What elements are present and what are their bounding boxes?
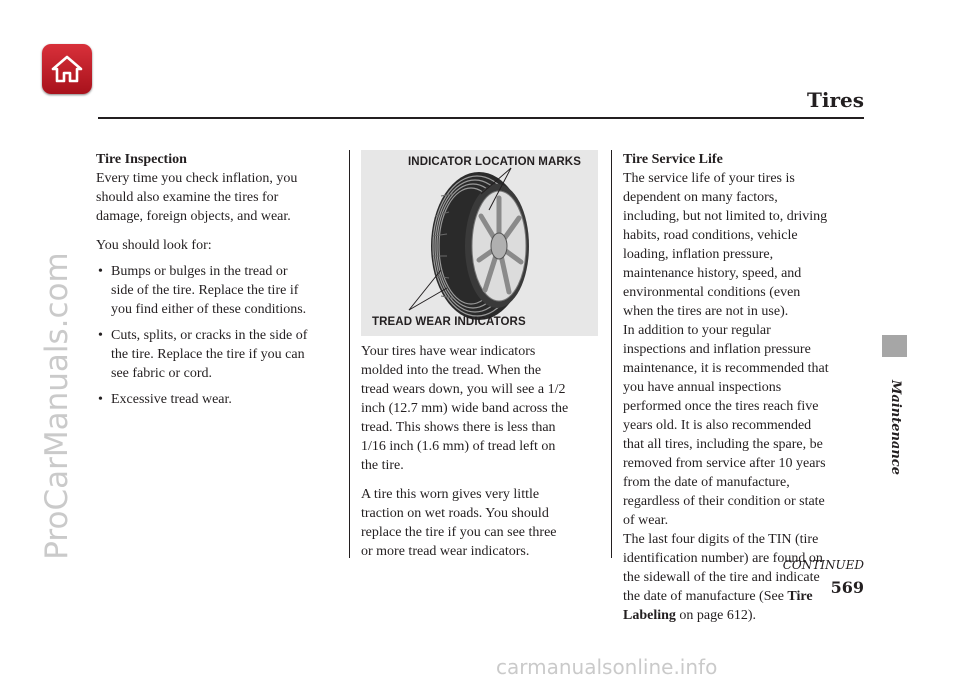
text-line: molded into the tread. When the <box>361 363 542 378</box>
section-tab-label: Maintenance <box>888 380 903 475</box>
continued-label: CONTINUED <box>782 558 864 572</box>
paragraph <box>623 321 868 530</box>
text-line: inspections and inflation pressure <box>623 342 811 357</box>
text-line: regardless of their condition or state <box>623 494 825 509</box>
home-button[interactable] <box>42 44 92 94</box>
figure-label-top: INDICATOR LOCATION MARKS <box>408 156 581 168</box>
text-line: traction on wet roads. You should <box>361 506 549 521</box>
header-rule <box>98 117 864 119</box>
text-line: inch (12.7 mm) wide band across the <box>361 401 569 416</box>
text-line: In addition to your regular <box>623 323 771 338</box>
home-icon <box>50 54 84 84</box>
text-line: the sidewall of the tire and indicate <box>623 570 820 585</box>
bullet-icon: • <box>98 328 103 343</box>
paragraph <box>623 169 868 321</box>
text-line: that all tires, including the spare, be <box>623 437 823 452</box>
text-line: you have annual inspections <box>623 380 782 395</box>
text-line: Every time you check inflation, you <box>96 171 298 186</box>
column-tire-inspection <box>96 150 346 409</box>
text-line: loading, inflation pressure, <box>623 247 774 262</box>
page-number: 569 <box>830 578 864 597</box>
text-line: see fabric or cord. <box>111 366 213 381</box>
text-line: The last four digits of the TIN (tire <box>623 532 819 547</box>
section-heading: Tire Inspection <box>96 152 187 167</box>
text-line: should also examine the tires for <box>96 190 279 205</box>
text-line: Excessive tread wear. <box>111 392 232 407</box>
text-line: removed from service after 10 years <box>623 456 826 471</box>
section-tab-marker[interactable] <box>882 335 907 357</box>
text-line: The service life of your tires is <box>623 171 795 186</box>
text-line: side of the tire. Replace the tire if <box>111 283 299 298</box>
text-line: habits, road conditions, vehicle <box>623 228 798 243</box>
text-line: environmental conditions (even <box>623 285 801 300</box>
paragraph: You should look for: <box>96 238 212 253</box>
paragraph <box>361 485 606 561</box>
text-line: 1/16 inch (1.6 mm) of tread left on <box>361 439 556 454</box>
text-line: dependent on many factors, <box>623 190 778 205</box>
text-line: replace the tire if you can see three <box>361 525 557 540</box>
cross-reference-link[interactable]: Tire <box>787 589 813 604</box>
watermark-bottom: carmanualsonline.info <box>496 655 718 679</box>
watermark-vertical: ProCarManuals.com <box>39 252 75 560</box>
text-line: on page 612). <box>675 608 756 623</box>
text-line: Your tires have wear indicators <box>361 344 536 359</box>
paragraph <box>96 169 346 226</box>
bullet-icon: • <box>98 264 103 279</box>
text-line: performed once the tires reach five <box>623 399 819 414</box>
text-line: tread wears down, you will see a 1/2 <box>361 382 566 397</box>
text-line: when the tires are not in use). <box>623 304 789 319</box>
text-line: of wear. <box>623 513 669 528</box>
list-item <box>96 390 346 409</box>
text-line: damage, foreign objects, and wear. <box>96 209 291 224</box>
column-divider <box>611 150 612 558</box>
text-line: you find either of these conditions. <box>111 302 307 317</box>
tire-illustration <box>361 150 598 336</box>
text-line: including, but not limited to, driving <box>623 209 828 224</box>
paragraph <box>361 342 606 475</box>
tire-wear-indicator-figure <box>361 150 598 336</box>
section-heading: Tire Service Life <box>623 152 723 167</box>
column-divider <box>349 150 350 558</box>
column-tire-service-life <box>623 150 868 625</box>
column-wear-indicators <box>361 342 606 561</box>
text-line: years old. It is also recommended <box>623 418 812 433</box>
text-line: maintenance, it is recommended that <box>623 361 829 376</box>
bullet-list <box>96 262 346 409</box>
text-line: maintenance history, speed, and <box>623 266 802 281</box>
text-line: from the date of manufacture, <box>623 475 790 490</box>
text-line: the tire. Replace the tire if you can <box>111 347 305 362</box>
list-item <box>96 262 346 319</box>
text-line: the date of manufacture (See <box>623 589 788 604</box>
page-title: Tires <box>806 88 864 112</box>
text-line: the tire. <box>361 458 404 473</box>
list-item <box>96 326 346 383</box>
text-line: A tire this worn gives very little <box>361 487 540 502</box>
text-line: or more tread wear indicators. <box>361 544 530 559</box>
cross-reference-link[interactable]: Labeling <box>623 608 676 623</box>
bullet-icon: • <box>98 392 103 407</box>
text-line: tread. This shows there is less than <box>361 420 556 435</box>
text-line: Bumps or bulges in the tread or <box>111 264 288 279</box>
figure-label-bottom: TREAD WEAR INDICATORS <box>372 316 526 328</box>
text-line: Cuts, splits, or cracks in the side of <box>111 328 308 343</box>
text-line: identification number) are found on <box>623 551 823 566</box>
